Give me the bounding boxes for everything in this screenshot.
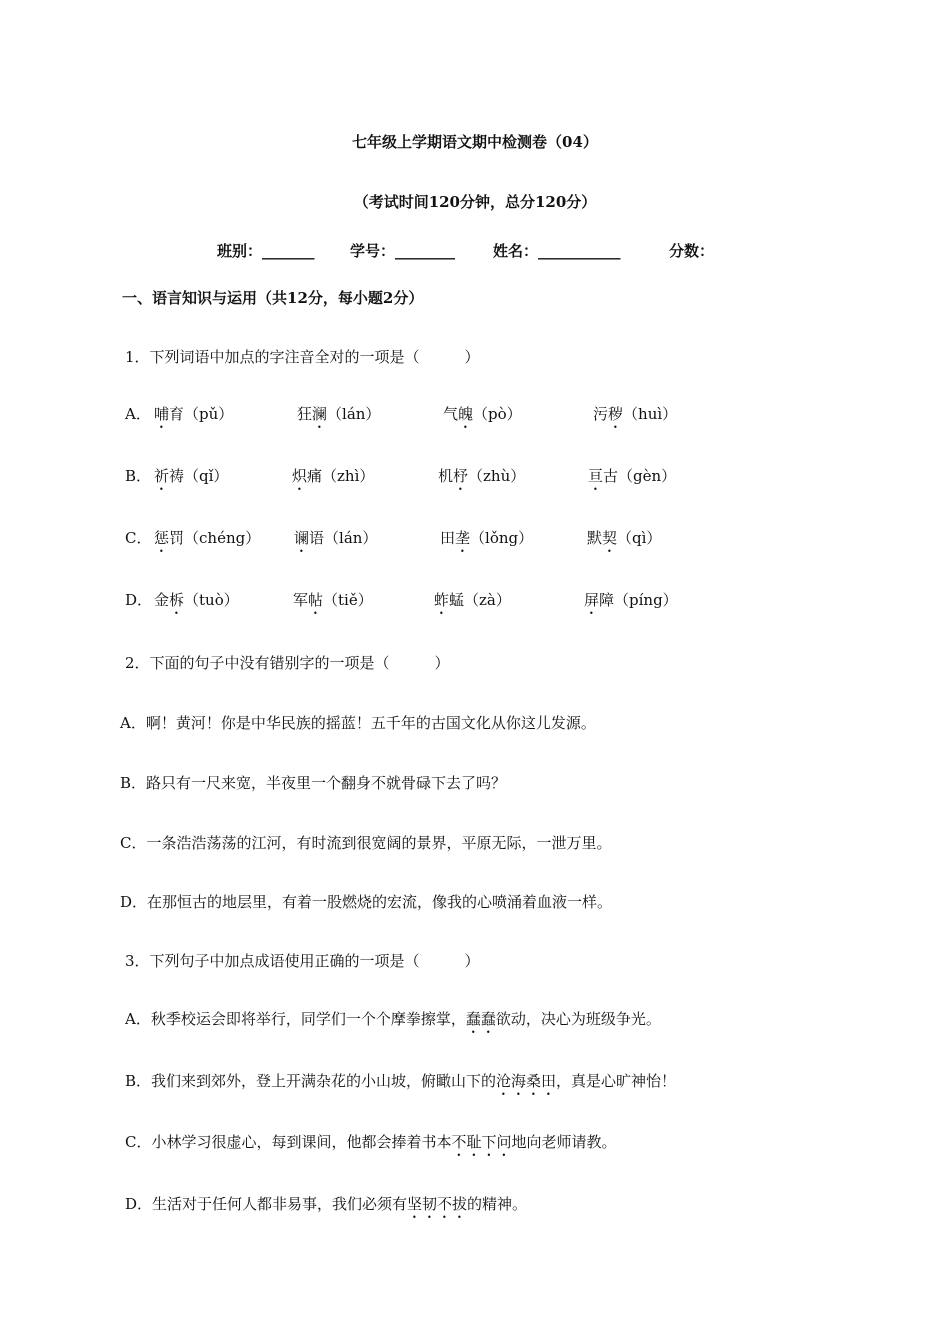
q2-option-d: D．在那恒古的地层里，有着一股燃烧的宏流，像我的心喷涌着血液一样。 — [120, 893, 613, 911]
dotted-char: 魄 — [458, 405, 474, 423]
q3-option-b: B．我们来到郊外，登上开满杂花的小山坡，俯瞰山下的沧海桑田，真是心旷神怡！ — [125, 1072, 677, 1090]
q1-option-label: B． — [125, 467, 152, 485]
q3-option-c: C．小林学习很虚心，每到课间，他都会捧着书本不耻下问地向老师请教。 — [125, 1133, 617, 1151]
q1-option-item: 狂澜（lán） — [297, 405, 381, 423]
dotted-idiom: 不耻下问 — [451, 1133, 512, 1151]
name-field: 姓名：___________ — [493, 242, 621, 260]
q1-option-item: 金柝（tuò） — [154, 591, 239, 609]
q2-option-a: A．啊！黄河！你是中华民族的摇蓝！五千年的古国文化从你这儿发源。 — [120, 714, 596, 732]
q1-option-item: 机杼（zhù） — [438, 467, 526, 485]
page-subtitle: （考试时间120分钟，总分120分） — [353, 193, 597, 211]
dotted-char: 垄 — [455, 529, 471, 547]
dotted-char: 柝 — [169, 591, 185, 609]
dotted-char: 哺 — [154, 405, 170, 423]
q1-option-item: 亘古（gèn） — [588, 467, 677, 485]
q1-option-label: A． — [125, 405, 151, 423]
q1-option-item: 气魄（pò） — [443, 405, 522, 423]
dotted-char: 帖 — [308, 591, 324, 609]
dotted-char: 澜 — [312, 405, 328, 423]
q1-option-item: 污秽（huì） — [593, 405, 678, 423]
q1-option-item: 屏障（píng） — [584, 591, 678, 609]
question-2-stem: 2．下面的句子中没有错别字的一项是（ ） — [125, 654, 450, 672]
q1-option-item: 祈祷（qǐ） — [154, 467, 229, 485]
q1-option-item: 默契（qì） — [587, 529, 662, 547]
q1-option-item: 谰语（lán） — [294, 529, 378, 547]
q1-option-item: 惩罚（chéng） — [154, 529, 261, 547]
question-1-stem: 1．下列词语中加点的字注音全对的一项是（ ） — [125, 348, 480, 366]
class-field: 班别：_______ — [217, 242, 315, 260]
dotted-char: 蚱 — [434, 591, 450, 609]
question-3-stem: 3．下列句子中加点成语使用正确的一项是（ ） — [125, 952, 480, 970]
q1-option-item: 哺育（pǔ） — [154, 405, 234, 423]
page-title: 七年级上学期语文期中检测卷（04） — [352, 133, 598, 151]
section-heading: 一、语言知识与运用（共12分，每小题2分） — [122, 289, 424, 307]
q3-option-d: D．生活对于任何人都非易事，我们必须有坚韧不拔的精神。 — [125, 1195, 528, 1213]
dotted-idiom: 坚韧不拔 — [407, 1195, 468, 1213]
q2-option-c: C．一条浩浩荡荡的江河，有时流到很宽阔的景界，平原无际，一泄万里。 — [120, 834, 612, 852]
dotted-idiom: 蠢蠢 — [465, 1010, 496, 1028]
q3-option-a: A．秋季校运会即将举行，同学们一个个摩拳擦掌，蠢蠢欲动，决心为班级争光。 — [125, 1010, 661, 1028]
q2-option-b: B．路只有一尺来宽，半夜里一个翻身不就骨碌下去了吗？ — [120, 774, 507, 792]
q1-option-label: D． — [125, 591, 153, 609]
q1-option-label: C． — [125, 529, 152, 547]
dotted-char: 谰 — [294, 529, 310, 547]
dotted-char: 炽 — [292, 467, 308, 485]
dotted-char: 秽 — [608, 405, 624, 423]
q1-option-item: 田垄（lǒng） — [440, 529, 534, 547]
dotted-char: 亘 — [588, 467, 604, 485]
dotted-char: 屏 — [584, 591, 600, 609]
dotted-char: 契 — [602, 529, 618, 547]
dotted-char: 惩 — [154, 529, 170, 547]
q1-option-item: 蚱蜢（zà） — [434, 591, 511, 609]
q1-option-item: 炽痛（zhì） — [292, 467, 375, 485]
dotted-char: 祈 — [154, 467, 170, 485]
student-no-field: 学号：________ — [350, 242, 456, 260]
dotted-char: 杼 — [453, 467, 469, 485]
score-field: 分数： — [669, 242, 715, 260]
q1-option-item: 军帖（tiě） — [293, 591, 373, 609]
dotted-idiom: 沧海桑田 — [496, 1072, 557, 1090]
